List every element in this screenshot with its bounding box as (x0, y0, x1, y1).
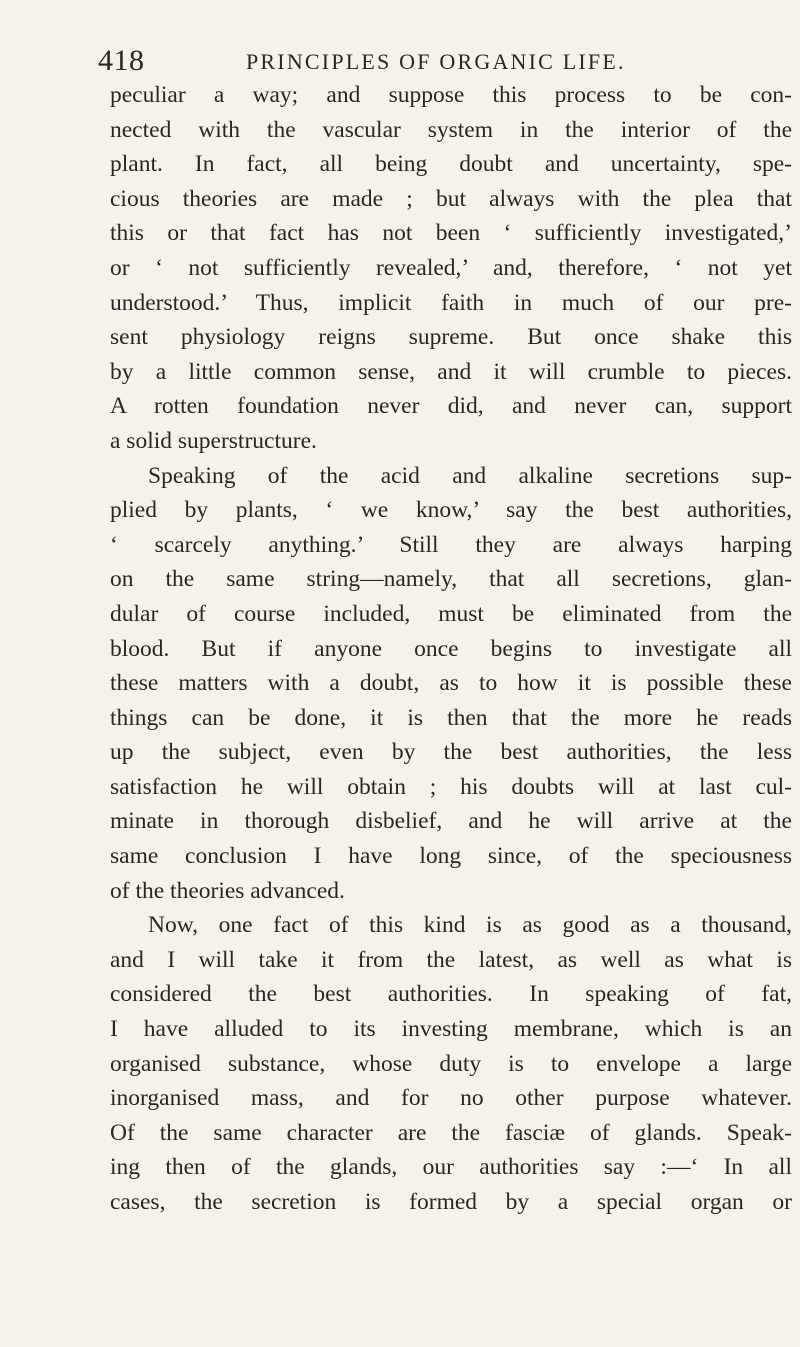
text-line: by a little common sense, and it will crumble to pieces. (110, 358, 792, 385)
text-line: this or that fact has not been ‘ sufficiently investigated,’ (110, 220, 792, 247)
text-line: ‘ scarcely anything.’ Still they are always harping (110, 531, 792, 558)
text-line: inorganised mass, and for no other purpose whatever. (110, 1085, 792, 1112)
body-text (110, 78, 792, 1220)
text-line: satisfaction he will obtain ; his doubts will at last cul- (110, 773, 792, 800)
page-header (98, 44, 738, 78)
text-line: considered the best authorities. In speaking of fat, (110, 981, 792, 1008)
paragraph-end-line: of the theories advanced. (110, 877, 345, 904)
text-line: understood.’ Thus, implicit faith in much of our pre- (110, 289, 792, 316)
text-line: and I will take it from the latest, as well as what is (110, 946, 792, 973)
text-line: nected with the vascular system in the interior of the (110, 116, 792, 143)
text-line: dular of course included, must be eliminated from the (110, 600, 792, 627)
text-line: same conclusion I have long since, of the speciousness (110, 843, 792, 870)
text-line: these matters with a doubt, as to how it is possible these (110, 670, 792, 697)
text-line: Of the same character are the fasciæ of glands. Speak- (110, 1119, 792, 1146)
text-line: A rotten foundation never did, and never can, support (110, 393, 792, 420)
text-line: on the same string—namely, that all secretions, glan- (110, 566, 792, 593)
paragraph-start-line: Now, one fact of this kind is as good as a thousand, (148, 912, 792, 939)
paragraph-start-line: Speaking of the acid and alkaline secretions sup- (148, 462, 792, 489)
text-line: organised substance, whose duty is to envelope a large (110, 1050, 792, 1077)
text-line: minate in thorough disbelief, and he will arrive at the (110, 808, 792, 835)
text-line: up the subject, even by the best authorities, the less (110, 739, 792, 766)
text-line: cases, the secretion is formed by a special organ or (110, 1189, 792, 1215)
text-line: cious theories are made ; but always with the plea that (110, 185, 792, 212)
paragraph-end-line: a solid superstructure. (110, 427, 317, 454)
text-line: ing then of the glands, our authorities say :—‘ In all (110, 1154, 792, 1181)
text-line: or ‘ not sufficiently revealed,’ and, therefore, ‘ not yet (110, 254, 792, 281)
page-number: 418 (98, 44, 145, 77)
text-line: peculiar a way; and suppose this process to be con- (110, 82, 792, 108)
text-line: plied by plants, ‘ we know,’ say the best authorities, (110, 497, 792, 524)
text-line: things can be done, it is then that the more he reads (110, 704, 792, 731)
running-head: PRINCIPLES OF ORGANIC LIFE. (246, 49, 626, 74)
text-line: I have alluded to its investing membrane, which is an (110, 1016, 792, 1043)
text-line: blood. But if anyone once begins to investigate all (110, 635, 792, 662)
text-line: sent physiology reigns supreme. But once shake this (110, 324, 792, 351)
text-line: plant. In fact, all being doubt and uncertainty, spe- (110, 151, 792, 178)
